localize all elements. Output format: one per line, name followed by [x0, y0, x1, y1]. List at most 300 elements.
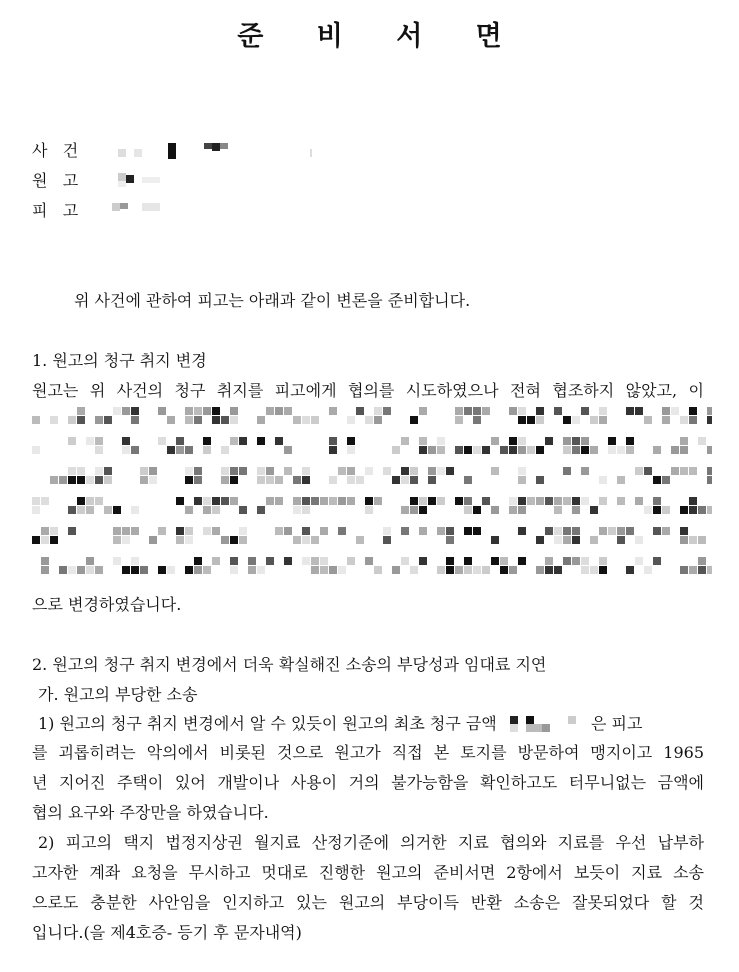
mosaic-pixel — [86, 506, 94, 514]
mosaic-pixel — [356, 476, 364, 484]
mosaic-pixel — [482, 566, 490, 574]
mosaic-pixel — [635, 536, 643, 544]
mosaic-pixel — [302, 527, 310, 535]
mosaic-pixel — [230, 416, 238, 424]
mosaic-pixel — [221, 476, 229, 484]
mosaic-pixel — [662, 407, 670, 415]
mosaic-pixel — [194, 476, 202, 484]
mosaic-pixel — [455, 566, 463, 574]
mosaic-pixel — [536, 407, 544, 415]
mosaic-pixel — [545, 566, 553, 574]
mosaic-pixel — [635, 407, 643, 415]
mosaic-pixel — [473, 566, 481, 574]
mosaic-pixel — [455, 446, 463, 454]
mosaic-pixel — [257, 476, 265, 484]
mosaic-pixel — [437, 467, 445, 475]
mosaic-pixel — [563, 437, 571, 445]
mosaic-pixel — [410, 506, 418, 514]
mosaic-pixel — [653, 506, 661, 514]
mosaic-pixel — [50, 536, 58, 544]
mosaic-pixel — [626, 446, 634, 454]
mosaic-pixel — [239, 536, 247, 544]
mosaic-pixel — [293, 476, 301, 484]
mosaic-pixel — [554, 497, 562, 505]
mosaic-pixel — [689, 566, 697, 574]
intro-paragraph: 위 사건에 관하여 피고는 아래과 같이 변론을 준비합니다. — [74, 291, 471, 310]
mosaic-pixel — [230, 566, 238, 574]
mosaic-pixel — [554, 527, 562, 535]
mosaic-pixel — [626, 527, 634, 535]
mosaic-pixel — [140, 467, 148, 475]
mosaic-pixel — [599, 416, 607, 424]
mosaic-pixel — [572, 536, 580, 544]
mosaic-pixel — [518, 446, 526, 454]
mosaic-pixel — [464, 566, 472, 574]
mosaic-pixel — [194, 557, 202, 565]
mosaic-pixel — [95, 416, 103, 424]
mosaic-pixel — [518, 407, 526, 415]
mosaic-pixel — [374, 407, 382, 415]
mosaic-pixel — [392, 446, 400, 454]
mosaic-pixel — [518, 557, 526, 565]
mosaic-pixel — [302, 506, 310, 514]
mosaic-pixel — [680, 527, 688, 535]
mosaic-pixel — [410, 416, 418, 424]
mosaic-pixel — [563, 416, 571, 424]
mosaic-pixel — [581, 446, 589, 454]
mosaic-pixel — [131, 506, 139, 514]
section1-after: 으로 변경하였습니다. — [32, 595, 182, 614]
mosaic-pixel — [365, 467, 373, 475]
mosaic-pixel — [338, 467, 346, 475]
mosaic-pixel — [545, 527, 553, 535]
mosaic-pixel — [554, 506, 562, 514]
mosaic-pixel — [347, 557, 355, 565]
mosaic-pixel — [77, 566, 85, 574]
mosaic-pixel — [581, 407, 589, 415]
mosaic-pixel — [608, 437, 616, 445]
mosaic-pixel — [437, 497, 445, 505]
mosaic-pixel — [86, 566, 94, 574]
para1-line2: 를 괴롭히려는 악의에서 비롯된 것으로 원고가 직접 본 토지를 방문하여 맹지이고 1965 — [32, 743, 704, 762]
mosaic-pixel — [374, 416, 382, 424]
mosaic-pixel — [239, 467, 247, 475]
mosaic-pixel — [392, 476, 400, 484]
mosaic-pixel — [473, 446, 481, 454]
mosaic-pixel — [707, 407, 712, 415]
section1-heading: 1. 원고의 청구 취지 변경 — [32, 351, 207, 370]
mosaic-pixel — [401, 467, 409, 475]
mosaic-pixel — [221, 497, 229, 505]
redacted-claim-text — [32, 405, 712, 585]
mosaic-pixel — [509, 437, 517, 445]
mosaic-pixel — [311, 536, 319, 544]
mosaic-pixel — [185, 536, 193, 544]
mosaic-pixel — [95, 566, 103, 574]
mosaic-pixel — [572, 446, 580, 454]
mosaic-pixel — [32, 506, 40, 514]
para1-line4: 협의 요구와 주장만을 하였습니다. — [32, 803, 269, 822]
mosaic-pixel — [239, 527, 247, 535]
mosaic-pixel — [392, 566, 400, 574]
mosaic-pixel — [167, 566, 175, 574]
mosaic-pixel — [563, 467, 571, 475]
mosaic-pixel — [365, 506, 373, 514]
mosaic-pixel — [680, 446, 688, 454]
mosaic-pixel — [464, 557, 472, 565]
mosaic-pixel — [536, 416, 544, 424]
mosaic-pixel — [401, 437, 409, 445]
mosaic-pixel — [320, 497, 328, 505]
mosaic-pixel — [428, 476, 436, 484]
mosaic-pixel — [347, 476, 355, 484]
mosaic-pixel — [50, 527, 58, 535]
case-field — [32, 138, 312, 161]
mosaic-pixel — [410, 476, 418, 484]
mosaic-pixel — [95, 497, 103, 505]
mosaic-pixel — [113, 407, 121, 415]
mosaic-pixel — [221, 467, 229, 475]
mosaic-pixel — [446, 566, 454, 574]
mosaic-pixel — [122, 446, 130, 454]
mosaic-pixel — [473, 527, 481, 535]
mosaic-pixel — [536, 497, 544, 505]
mosaic-pixel — [122, 566, 130, 574]
mosaic-pixel — [707, 506, 712, 514]
mosaic-pixel — [185, 416, 193, 424]
mosaic-pixel — [527, 416, 535, 424]
mosaic-pixel — [383, 467, 391, 475]
mosaic-pixel — [491, 467, 499, 475]
mosaic-pixel — [230, 476, 238, 484]
mosaic-pixel — [500, 446, 508, 454]
mosaic-pixel — [284, 467, 292, 475]
mosaic-pixel — [212, 407, 220, 415]
mosaic-pixel — [689, 467, 697, 475]
mosaic-pixel — [563, 536, 571, 544]
mosaic-pixel — [428, 467, 436, 475]
mosaic-pixel — [221, 416, 229, 424]
mosaic-pixel — [401, 476, 409, 484]
mosaic-pixel — [599, 407, 607, 415]
mosaic-pixel — [680, 536, 688, 544]
mosaic-pixel — [464, 527, 472, 535]
mosaic-pixel — [563, 497, 571, 505]
mosaic-pixel — [77, 467, 85, 475]
mosaic-pixel — [401, 527, 409, 535]
mosaic-pixel — [86, 557, 94, 565]
defendant-label: 피 고 — [32, 201, 79, 220]
mosaic-pixel — [464, 476, 472, 484]
mosaic-pixel — [302, 467, 310, 475]
document-title: 준 비 서 면 — [237, 21, 524, 52]
mosaic-pixel — [428, 497, 436, 505]
mosaic-pixel — [644, 467, 652, 475]
mosaic-pixel — [401, 557, 409, 565]
mosaic-pixel — [635, 467, 643, 475]
mosaic-pixel — [275, 527, 283, 535]
mosaic-pixel — [32, 446, 40, 454]
mosaic-pixel — [473, 506, 481, 514]
mosaic-pixel — [158, 407, 166, 415]
mosaic-pixel — [617, 446, 625, 454]
mosaic-pixel — [149, 476, 157, 484]
mosaic-pixel — [95, 446, 103, 454]
mosaic-pixel — [266, 497, 274, 505]
mosaic-pixel — [581, 437, 589, 445]
mosaic-pixel — [518, 476, 526, 484]
mosaic-pixel — [383, 536, 391, 544]
mosaic-pixel — [464, 497, 472, 505]
mosaic-pixel — [230, 557, 238, 565]
mosaic-pixel — [158, 566, 166, 574]
mosaic-pixel — [320, 527, 328, 535]
mosaic-pixel — [185, 566, 193, 574]
mosaic-pixel — [293, 536, 301, 544]
mosaic-pixel — [95, 476, 103, 484]
mosaic-pixel — [68, 566, 76, 574]
mosaic-pixel — [545, 497, 553, 505]
mosaic-pixel — [194, 407, 202, 415]
mosaic-pixel — [248, 557, 256, 565]
mosaic-pixel — [149, 467, 157, 475]
mosaic-pixel — [212, 527, 220, 535]
mosaic-pixel — [320, 557, 328, 565]
mosaic-pixel — [374, 566, 382, 574]
mosaic-pixel — [86, 437, 94, 445]
mosaic-pixel — [545, 437, 553, 445]
section2-subheading-a: 가. 원고의 부당한 소송 — [38, 685, 198, 704]
mosaic-pixel — [689, 416, 697, 424]
mosaic-pixel — [194, 467, 202, 475]
redacted-case-number — [112, 143, 312, 161]
mosaic-pixel — [527, 497, 535, 505]
mosaic-pixel — [419, 497, 427, 505]
mosaic-pixel — [518, 497, 526, 505]
mosaic-pixel — [572, 557, 580, 565]
mosaic-pixel — [491, 557, 499, 565]
mosaic-pixel — [536, 536, 544, 544]
mosaic-pixel — [428, 446, 436, 454]
mosaic-pixel — [599, 557, 607, 565]
mosaic-pixel — [662, 506, 670, 514]
mosaic-pixel — [401, 506, 409, 514]
mosaic-pixel — [257, 506, 265, 514]
mosaic-pixel — [320, 566, 328, 574]
mosaic-pixel — [41, 527, 49, 535]
mosaic-pixel — [329, 437, 337, 445]
mosaic-pixel — [68, 506, 76, 514]
mosaic-pixel — [680, 467, 688, 475]
mosaic-pixel — [617, 497, 625, 505]
mosaic-pixel — [347, 467, 355, 475]
mosaic-pixel — [644, 416, 652, 424]
mosaic-pixel — [284, 446, 292, 454]
mosaic-pixel — [185, 407, 193, 415]
mosaic-pixel — [68, 437, 76, 445]
mosaic-pixel — [491, 437, 499, 445]
mosaic-pixel — [77, 506, 85, 514]
mosaic-pixel — [356, 407, 364, 415]
mosaic-pixel — [212, 416, 220, 424]
mosaic-pixel — [131, 527, 139, 535]
mosaic-pixel — [185, 527, 193, 535]
mosaic-pixel — [113, 527, 121, 535]
mosaic-pixel — [338, 497, 346, 505]
mosaic-pixel — [302, 557, 310, 565]
mosaic-pixel — [608, 527, 616, 535]
mosaic-pixel — [500, 557, 508, 565]
mosaic-pixel — [680, 437, 688, 445]
mosaic-pixel — [41, 566, 49, 574]
mosaic-pixel — [617, 476, 625, 484]
mosaic-pixel — [563, 446, 571, 454]
mosaic-pixel — [518, 437, 526, 445]
mosaic-pixel — [311, 557, 319, 565]
mosaic-pixel — [662, 527, 670, 535]
mosaic-pixel — [59, 476, 67, 484]
mosaic-pixel — [158, 527, 166, 535]
mosaic-pixel — [608, 446, 616, 454]
section1-line1: 원고는 위 사건의 청구 취지를 피고에게 협의를 시도하였으나 전혀 협조하지 않았고, 이 — [32, 381, 704, 400]
mosaic-pixel — [113, 557, 121, 565]
mosaic-pixel — [518, 527, 526, 535]
mosaic-pixel — [689, 536, 697, 544]
mosaic-pixel — [347, 497, 355, 505]
section2-heading: 2. 원고의 청구 취지 변경에서 더욱 확실해진 소송의 부당성과 임대료 지연 — [32, 655, 547, 674]
mosaic-pixel — [275, 407, 283, 415]
mosaic-pixel — [590, 566, 598, 574]
mosaic-pixel — [626, 407, 634, 415]
mosaic-pixel — [158, 437, 166, 445]
mosaic-pixel — [707, 416, 712, 424]
mosaic-pixel — [140, 566, 148, 574]
mosaic-pixel — [653, 446, 661, 454]
mosaic-pixel — [212, 497, 220, 505]
mosaic-pixel — [419, 407, 427, 415]
mosaic-pixel — [167, 446, 175, 454]
mosaic-pixel — [653, 497, 661, 505]
mosaic-pixel — [446, 557, 454, 565]
mosaic-pixel — [599, 497, 607, 505]
mosaic-pixel — [203, 437, 211, 445]
mosaic-pixel — [275, 437, 283, 445]
mosaic-pixel — [446, 467, 454, 475]
para2-line3: 으로도 충분한 사안임을 인지하고 있는 원고의 부당이득 반환 소송은 잘못되었다 할 것 — [32, 893, 704, 912]
mosaic-pixel — [266, 407, 274, 415]
mosaic-pixel — [689, 407, 697, 415]
mosaic-pixel — [581, 467, 589, 475]
mosaic-pixel — [554, 536, 562, 544]
mosaic-pixel — [599, 527, 607, 535]
mosaic-pixel — [284, 557, 292, 565]
mosaic-pixel — [230, 497, 238, 505]
mosaic-pixel — [311, 416, 319, 424]
mosaic-pixel — [590, 416, 598, 424]
mosaic-pixel — [590, 536, 598, 544]
mosaic-pixel — [419, 506, 427, 514]
mosaic-pixel — [167, 416, 175, 424]
mosaic-pixel — [446, 527, 454, 535]
mosaic-pixel — [185, 446, 193, 454]
mosaic-pixel — [32, 536, 40, 544]
mosaic-pixel — [122, 407, 130, 415]
mosaic-pixel — [707, 476, 712, 484]
mosaic-pixel — [329, 446, 337, 454]
mosaic-pixel — [131, 407, 139, 415]
redacted-plaintiff-name — [112, 173, 172, 191]
mosaic-pixel — [266, 476, 274, 484]
mosaic-pixel — [68, 527, 76, 535]
mosaic-pixel — [644, 566, 652, 574]
mosaic-pixel — [554, 566, 562, 574]
mosaic-pixel — [68, 416, 76, 424]
mosaic-pixel — [284, 527, 292, 535]
para1-line1-end: 은 피고 — [590, 714, 643, 733]
mosaic-pixel — [338, 527, 346, 535]
mosaic-pixel — [671, 407, 679, 415]
mosaic-pixel — [77, 416, 85, 424]
mosaic-pixel — [32, 497, 40, 505]
mosaic-pixel — [356, 536, 364, 544]
mosaic-pixel — [455, 416, 463, 424]
mosaic-pixel — [59, 566, 67, 574]
mosaic-pixel — [518, 416, 526, 424]
mosaic-pixel — [122, 527, 130, 535]
mosaic-pixel — [473, 416, 481, 424]
para1-line1 — [38, 711, 642, 734]
mosaic-pixel — [707, 446, 712, 454]
mosaic-pixel — [104, 467, 112, 475]
mosaic-pixel — [518, 467, 526, 475]
mosaic-pixel — [581, 566, 589, 574]
mosaic-pixel — [293, 497, 301, 505]
mosaic-pixel — [221, 446, 229, 454]
mosaic-pixel — [464, 506, 472, 514]
mosaic-pixel — [545, 557, 553, 565]
mosaic-pixel — [653, 476, 661, 484]
mosaic-pixel — [437, 527, 445, 535]
para2-line2: 고자한 계좌 요청을 무시하고 멋대로 진행한 원고의 준비서면 2항에서 보듯이 지료 소송 — [32, 863, 704, 882]
para2-line1: 2) 피고의 택지 법정지상권 월지료 산정기준에 의거한 지료 협의와 지료를 우선 납부하 — [38, 833, 704, 852]
mosaic-pixel — [329, 566, 337, 574]
mosaic-pixel — [203, 497, 211, 505]
mosaic-pixel — [455, 497, 463, 505]
mosaic-pixel — [383, 407, 391, 415]
mosaic-pixel — [536, 446, 544, 454]
mosaic-pixel — [230, 536, 238, 544]
mosaic-pixel — [257, 467, 265, 475]
mosaic-pixel — [230, 467, 238, 475]
mosaic-pixel — [140, 476, 148, 484]
mosaic-pixel — [347, 446, 355, 454]
mosaic-pixel — [572, 506, 580, 514]
mosaic-pixel — [554, 407, 562, 415]
mosaic-pixel — [698, 437, 706, 445]
mosaic-pixel — [257, 437, 265, 445]
mosaic-pixel — [689, 506, 697, 514]
mosaic-pixel — [518, 506, 526, 514]
mosaic-pixel — [473, 407, 481, 415]
mosaic-pixel — [194, 416, 202, 424]
mosaic-pixel — [311, 566, 319, 574]
mosaic-pixel — [581, 557, 589, 565]
mosaic-pixel — [248, 566, 256, 574]
mosaic-pixel — [293, 416, 301, 424]
mosaic-pixel — [95, 437, 103, 445]
mosaic-pixel — [329, 497, 337, 505]
mosaic-pixel — [599, 566, 607, 574]
